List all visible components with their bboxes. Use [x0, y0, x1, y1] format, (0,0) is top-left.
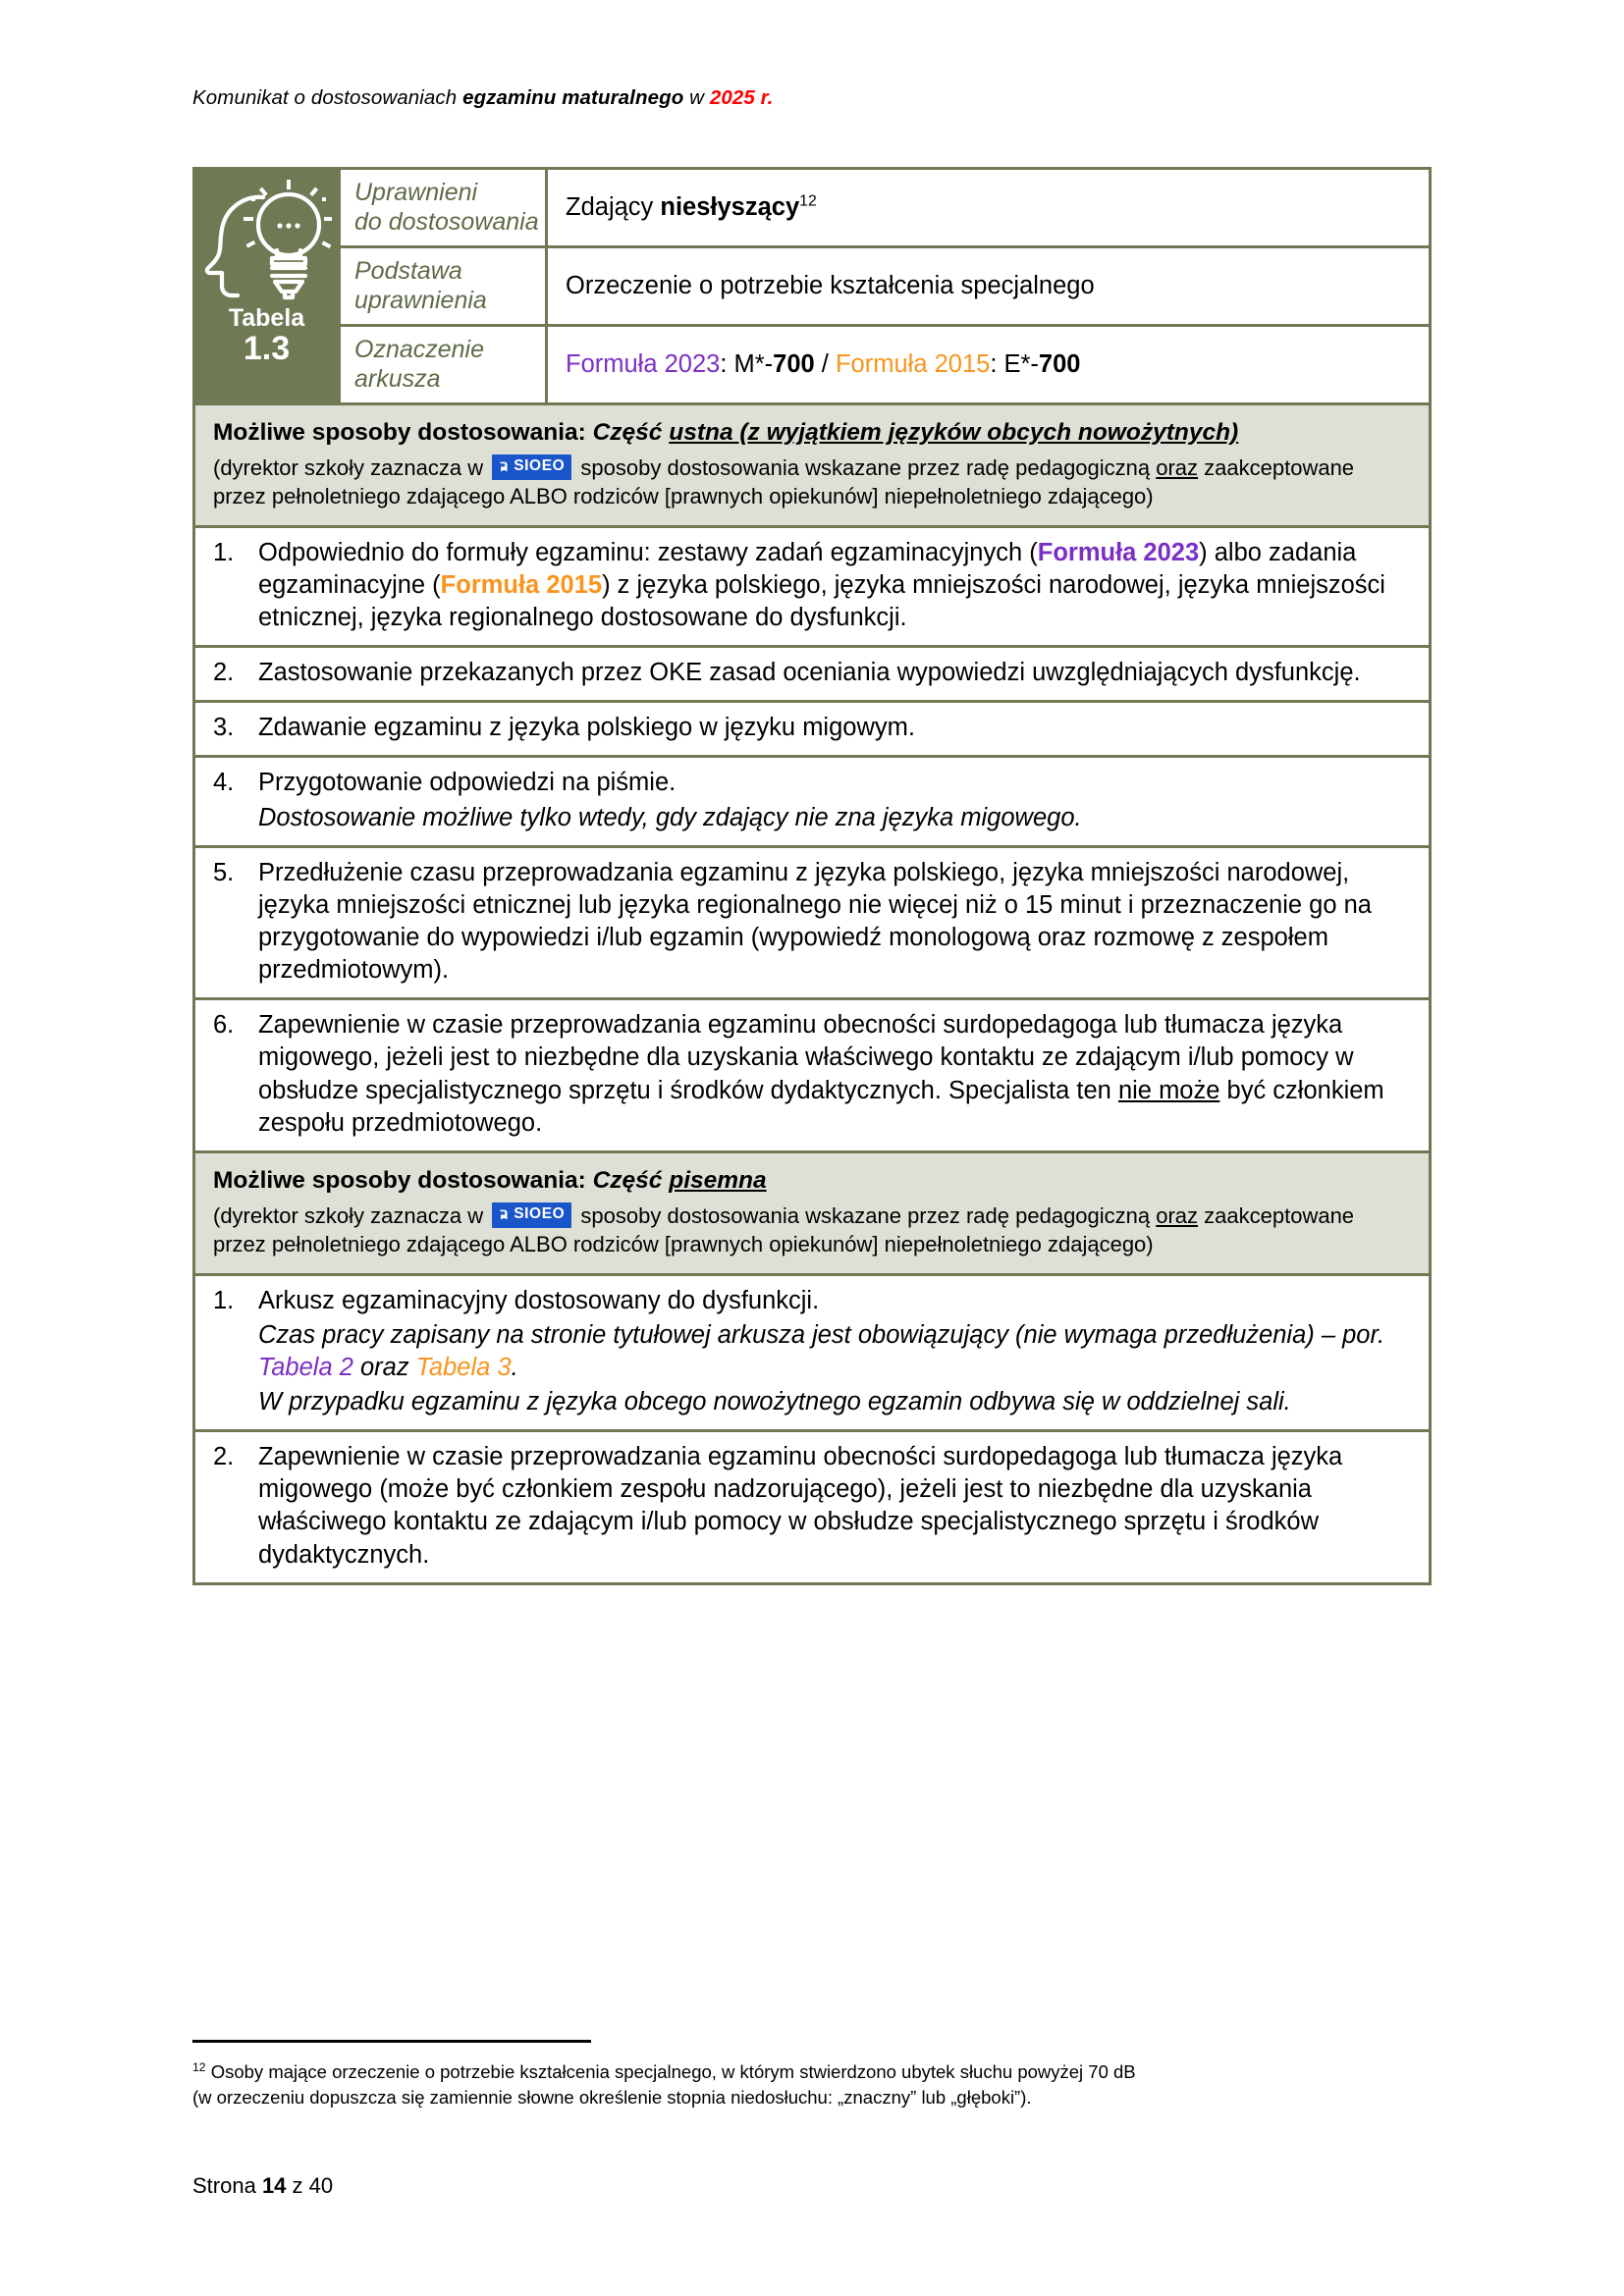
table-badge — [195, 170, 338, 402]
section-title-written — [213, 1165, 1411, 1198]
section-title-oral-mode: ustna — [669, 419, 733, 446]
list-item-body: Zdawanie egzaminu z języka polskiego w języku migowym. — [258, 714, 915, 742]
list-item-number: 5. — [213, 858, 235, 886]
head-lightbulb-icon — [202, 178, 332, 303]
tabela-3-ref: Tabela 3 — [415, 1353, 512, 1381]
page-number-mid: z — [286, 2173, 309, 2198]
running-header-mid: w — [683, 86, 710, 109]
section-sub-oral-before: (dyrektor szkoły zaznacza w — [213, 454, 490, 480]
list-item-body: Zastosowanie przekazanych przez OKE zasad oceniania wypowiedzi uwzględniających dysfunkcję. — [258, 659, 1361, 687]
info-label-sheet-code-line2: arkusza — [354, 364, 441, 393]
info-label-sheet-code-line1: Oznaczenie — [354, 336, 485, 363]
page-number-current: 14 — [261, 2173, 287, 2198]
page-number — [192, 2173, 333, 2199]
list-item-body: Zapewnienie w czasie przeprowadzania egzaminu obecności surdopedagoga lub tłumacza języka migowego (może być członkiem zespołu nadzorującego), jeżeli jest to niezbędne dla uzyskania właściwego kontaktu ze zdającym i/lub pomocy w obsłudze specjalistycznego sprzętu i środków dydaktycznych. — [258, 1443, 1343, 1569]
section-title-oral-part: Część — [592, 419, 670, 446]
table-top-block — [195, 170, 1429, 402]
running-header-year: 2025 r. — [709, 86, 774, 109]
list-item-number: 1. — [213, 538, 235, 566]
list-item-number: 2. — [213, 659, 235, 687]
formula-2023-separator: : M*- — [720, 350, 774, 379]
list-item-note: Dostosowanie możliwe tylko wtedy, gdy zdający nie zna języka migowego. — [258, 803, 1082, 831]
list-item-number: 3. — [213, 714, 235, 742]
list-item-note-secondary: W przypadku egzaminu z języka obcego nowożytnego egzamin odbywa się w oddzielnej sali. — [258, 1388, 1291, 1416]
list-item-number: 1. — [213, 1286, 235, 1314]
footnote-separator — [192, 2040, 591, 2043]
info-label-basis-line1: Podstawa — [354, 257, 462, 285]
footnote-12 — [192, 2059, 1432, 2111]
footnote-line2: (w orzeczeniu dopuszcza się zamiennie słowne określenie stopnia niedosłuchu: „znaczny” lub „głęboki”). — [192, 2087, 1032, 2109]
section-band-oral — [195, 402, 1429, 525]
section-sub-written-after: sposoby dostosowania wskazane przez radę pedagogiczną — [574, 1202, 1157, 1228]
formula-2015-code: 700 — [1038, 350, 1081, 379]
list-item — [195, 845, 1429, 998]
info-label-basis-line2: uprawnienia — [354, 286, 487, 314]
info-row-sheet-code — [338, 327, 1429, 402]
section-sub-oral-after: sposoby dostosowania wskazane przez radę pedagogiczną — [574, 454, 1157, 480]
list-item-number: 2. — [213, 1443, 235, 1471]
table-badge-caption: Tabela — [228, 304, 305, 332]
list-item-body: Odpowiednio do formuły egzaminu: zestawy zadań egzaminacyjnych (Formuła 2023) albo zadania egzaminacyjne (Formuła 2015) z języka polskiego, języka mniejszości narodowej, języka mniejszości etnicznej, języka regionalnego dostosowane do dysfunkcji. — [258, 538, 1385, 632]
info-label-eligible-line2: do dostosowania — [354, 207, 539, 236]
section-sub-oral — [213, 454, 1411, 511]
formula-2015-label: Formuła 2015 — [835, 350, 991, 379]
section-title-written-part: Część — [592, 1166, 670, 1194]
info-label-eligible-line1: Uprawnieni — [354, 179, 478, 206]
sioeo-badge-label: SIOEO — [514, 456, 566, 474]
info-label-basis — [338, 248, 548, 324]
list-item — [195, 645, 1429, 700]
list-item — [195, 1429, 1429, 1582]
section-title-oral-exception: (z wyjątkiem języków obcych nowożytnych) — [732, 419, 1239, 446]
list-item — [195, 525, 1429, 645]
sioeo-shield-icon — [497, 1208, 510, 1221]
section-sub-written-tail: zaakceptowane przez pełnoletniego zdającego ALBO rodziców [prawnych opiekunów] niepełnoletniego zdającego) — [213, 1202, 1355, 1257]
section-sub-oral-tail: zaakceptowane przez pełnoletniego zdającego ALBO rodziców [prawnych opiekunów] niepełnoletniego zdającego) — [213, 454, 1355, 509]
formula-2023-code: 700 — [773, 350, 815, 379]
formula-2023-label: Formuła 2023 — [566, 350, 721, 379]
footnote-line1: Osoby mające orzeczenie o potrzebie kształcenia specjalnego, w którym stwierdzono ubytek słuchu powyżej 70 dB — [205, 2061, 1136, 2082]
tabela-2-ref: Tabela 2 — [258, 1353, 353, 1381]
section-band-written — [195, 1150, 1429, 1273]
section-sub-written-before: (dyrektor szkoły zaznacza w — [213, 1202, 490, 1228]
sioeo-badge[interactable] — [492, 1202, 571, 1228]
footnote-marker: 12 — [192, 2059, 206, 2074]
page-number-prefix: Strona — [192, 2173, 262, 2198]
table-info-rows — [338, 170, 1429, 402]
info-row-basis — [338, 248, 1429, 327]
info-row-eligible — [338, 170, 1429, 248]
list-item-body: Przedłużenie czasu przeprowadzania egzaminu z języka polskiego, języka mniejszości narodowej, języka mniejszości etnicznej lub języka regionalnego nie więcej niż o 15 minut i przeznaczenie go na przygotowanie do wypowiedzi i/lub egzamin (wypowiedź monologową oraz rozmowę z zespołem przedmiotowym). — [258, 858, 1372, 985]
section-title-oral-prefix: Możliwe sposoby dostosowania: — [213, 419, 593, 446]
footnote-ref-12: 12 — [799, 192, 817, 210]
list-item-note: Czas pracy zapisany na stronie tytułowej arkusza jest obowiązujący (nie wymaga przedłużenia) – por. Tabela 2 oraz Tabela 3. — [258, 1320, 1385, 1381]
info-value-basis: Orzeczenie o potrzebie kształcenia specjalnego — [566, 272, 1095, 300]
table-badge-number: 1.3 — [243, 330, 291, 367]
code-slash: / — [814, 350, 836, 379]
section-title-oral — [213, 417, 1411, 450]
emphasis-nie-moze: nie może — [1117, 1076, 1220, 1104]
list-item-body: Zapewnienie w czasie przeprowadzania egzaminu obecności surdopedagoga lub tłumacza języka migowego, jeżeli jest to niezbędne dla uzyskania właściwego kontaktu ze zdającym i/lub pomocy w obsłudze specjalistycznego sprzętu i środków dydaktycznych. Specjalista ten nie może być członkiem zespołu przedmiotowego. — [258, 1011, 1384, 1137]
sioeo-shield-icon — [497, 460, 510, 473]
info-label-sheet-code — [338, 327, 548, 402]
list-item-number: 6. — [213, 1011, 235, 1040]
sioeo-badge-label: SIOEO — [514, 1204, 566, 1222]
info-value-sheet-code — [548, 327, 1429, 402]
section-sub-written-oraz: oraz — [1156, 1202, 1199, 1228]
section-title-written-mode: pisemna — [669, 1166, 767, 1194]
formula-2015-separator: : E*- — [990, 350, 1039, 379]
list-item — [195, 1273, 1429, 1430]
list-item-body: Przygotowanie odpowiedzi na piśmie. Dostosowanie możliwe tylko wtedy, gdy zdający nie zna języka migowego. — [258, 767, 1411, 833]
list-item-body: Arkusz egzaminacyjny dostosowany do dysfunkcji. Czas pracy zapisany na stronie tytułowej arkusza jest obowiązujący (nie wymaga przedłużenia) – por. Tabela 2 oraz Tabela 3. W przypadku egzaminu z języka obcego nowożytnego egzamin odbywa się w oddzielnej sali. — [258, 1285, 1411, 1419]
info-value-eligible-prefix: Zdający — [566, 193, 661, 222]
section-title-written-prefix: Możliwe sposoby dostosowania: — [213, 1166, 593, 1194]
formula-2023-ref: Formuła 2023 — [1037, 538, 1200, 566]
list-item — [195, 755, 1429, 844]
info-value-eligible-bold: niesłyszący — [660, 193, 800, 222]
section-sub-oral-oraz: oraz — [1156, 454, 1199, 480]
running-header — [192, 86, 773, 110]
list-item-number: 4. — [213, 769, 235, 797]
formula-2015-ref: Formuła 2015 — [440, 570, 603, 599]
sioeo-badge[interactable] — [492, 454, 571, 480]
list-item — [195, 997, 1429, 1150]
list-item — [195, 700, 1429, 755]
page-number-total: 40 — [308, 2173, 334, 2198]
section-sub-written — [213, 1201, 1411, 1259]
info-label-eligible — [338, 170, 548, 245]
running-header-prefix: Komunikat o dostosowaniach — [192, 86, 463, 109]
adaptation-table — [192, 167, 1432, 1585]
running-header-bold: egzaminu maturalnego — [462, 86, 684, 109]
info-value-eligible — [548, 170, 1429, 245]
